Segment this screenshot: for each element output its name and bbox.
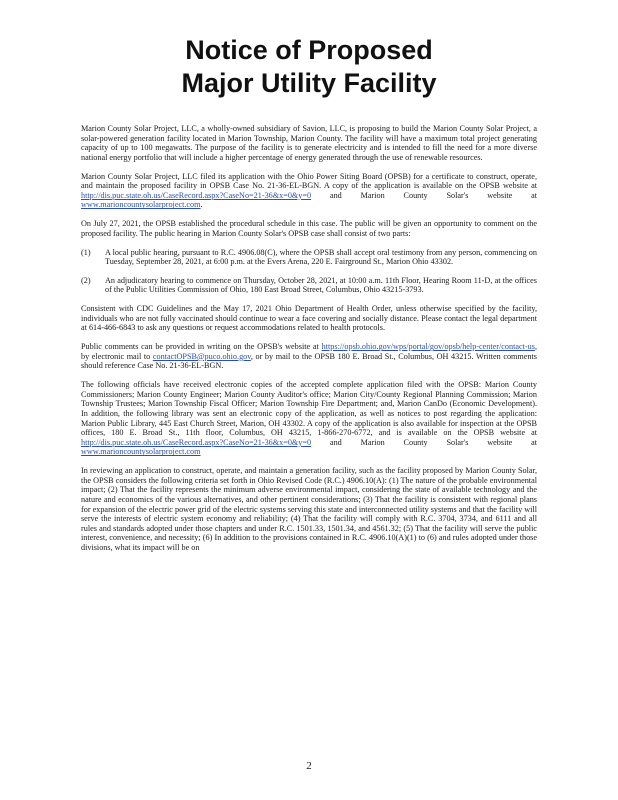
list-item [81, 248, 537, 267]
list-item-number: (1) [81, 247, 91, 257]
contact-email-link[interactable]: contactOPSB@puco.ohio.gov [152, 351, 251, 361]
schedule-paragraph: On July 27, 2021, the OPSB established the procedural schedule in this case. The public will be given an opportunity to comment on the proposed facility. The public hearing in Marion County Solar's OPSB case shall consist of two parts: [81, 219, 537, 238]
case-record-link[interactable]: http://dis.puc.state.oh.us/CaseRecord.aspx?CaseNo=21-36&x=0&y=0 [81, 190, 312, 200]
project-website-link[interactable]: www.marioncountysolarproject.com [81, 200, 201, 210]
list-item [81, 276, 537, 295]
page-number: 2 [306, 760, 312, 772]
notice-body [81, 124, 537, 562]
application-text-a: Marion County Solar Project, LLC filed its application with the Ohio Power Siting Board (OPSB) for a certificate to construct, operate, and maintain the proposed facility in OPSB Case No. 21-36-EL-BGN. A copy of the application is available on the OPSB website at [81, 171, 537, 191]
application-text-b: and Marion County Solar's website at [311, 190, 537, 200]
comments-text-b: , by electronic mail to [81, 342, 537, 361]
page-title [0, 34, 618, 100]
intro-paragraph: Marion County Solar Project, LLC, a wholly-owned subsidiary of Savion, LLC, is proposing to build the Marion County Solar Project, a solar-powered generation facility located in Marion Township, Marion County. The facility will have a maximum total project generating capacity of up to 100 megawatts. The purpose of the facility is to generate electricity and is intended to fill the need for a more diverse national energy portfolio that will include a higher percentage of energy generated through the use of renewable resources. [81, 124, 537, 162]
comments-text-c: , or by mail to the OPSB 180 E. Broad St., Columbus, OH 43215. Written comments should reference Case No. 21-36-EL-BGN. [81, 351, 537, 371]
criteria-paragraph: In reviewing an application to construct, operate, and maintain a generation facility, such as the facility proposed by Marion County Solar, the OPSB considers the following criteria set forth in Ohio Revised Code (R.C.) 4906.10(A): (1) The nature of the probable environmental impact; (2) That the facility represents the minimum adverse environmental impact, considering the state of available technology and the nature and economics of the various alternatives, and other pertinent considerations; (3) That the facility is consistent with regional plans for expansion of the electric power grid of the electric systems serving this state and interconnected utility systems and that the facility will serve the interests of electric system economy and reliability; (4) That the facility will comply with R.C. 3704, 3734, and 6111 and all rules and standards adopted under those chapters and under R.C. 1501.33, 1501.34, and 4561.32; (5) That the facility will serve the public interest, convenience, and necessity; (6) In addition to the provisions contained in R.C. 4906.10(A)(1) to (6) and rules adopted under those divisions, what its impact will be on [81, 466, 537, 552]
case-record-link-2[interactable]: http://dis.puc.state.oh.us/CaseRecord.aspx?CaseNo=21-36&x=0&y=0 [81, 437, 312, 447]
list-item-text: An adjudicatory hearing to commence on Thursday, October 28, 2021, at 10:00 a.m. 11th Floor, Hearing Room 11-D, at the offices of the Public Utilities Commission of Ohio, 180 East Broad Street, Columbus, Ohio 43215-3793. [105, 275, 537, 295]
comments-paragraph [81, 342, 537, 371]
health-guidelines-paragraph: Consistent with CDC Guidelines and the May 17, 2021 Ohio Department of Health Order, unless otherwise specified by the facility, individuals who are not fully vaccinated should continue to wear a face covering and socially distance. Please contact the legal department at 614-466-6843 to ask any questions or request accommodations related to health protocols. [81, 304, 537, 333]
officials-text-b: and Marion County Solar's website at [311, 437, 537, 447]
title-line-2: Major Utility Facility [181, 68, 437, 98]
list-item-text: A local public hearing, pursuant to R.C. 4906.08(C), where the OPSB shall accept oral testimony from any person, commencing on Tuesday, September 28, 2021, at 6:00 p.m. at the Evers Arena, 220 E. Fairground St., Marion Ohio 43302. [105, 247, 537, 267]
list-item-number: (2) [81, 275, 91, 285]
officials-paragraph [81, 380, 537, 457]
comments-text-a: Public comments can be provided in writing on the OPSB's website at [81, 342, 322, 352]
application-text-c: . [200, 200, 203, 210]
contact-us-link[interactable]: https://opsb.ohio.gov/wps/portal/gov/opsb/help-center/contact-us [321, 342, 535, 352]
application-paragraph [81, 172, 537, 210]
title-line-1: Notice of Proposed [185, 35, 433, 65]
project-website-link-2[interactable]: www.marioncountysolarproject.com [81, 447, 201, 457]
officials-text-a: The following officials have received electronic copies of the accepted complete application filed with the OPSB: Marion County Commissioners; Marion County Engineer; Marion County Auditor's office; Marion City/County Regional Planning Commission; Marion Township Trustees; Marion Township Fiscal Officer; Marion Township Fire Department; and, Marion CanDo (Economic Development). In addition, the following library was sent an electronic copy of the application, as well as notices to post regarding the application: Marion Public Library, 445 East Church Street, Marion, OH 43302. A copy of the application is also available for inspection at the OPSB offices, 180 E. Broad St., 11th floor, Columbus, OH 43215, 1-866-270-6772, and is available on the OPSB website at [81, 380, 537, 438]
